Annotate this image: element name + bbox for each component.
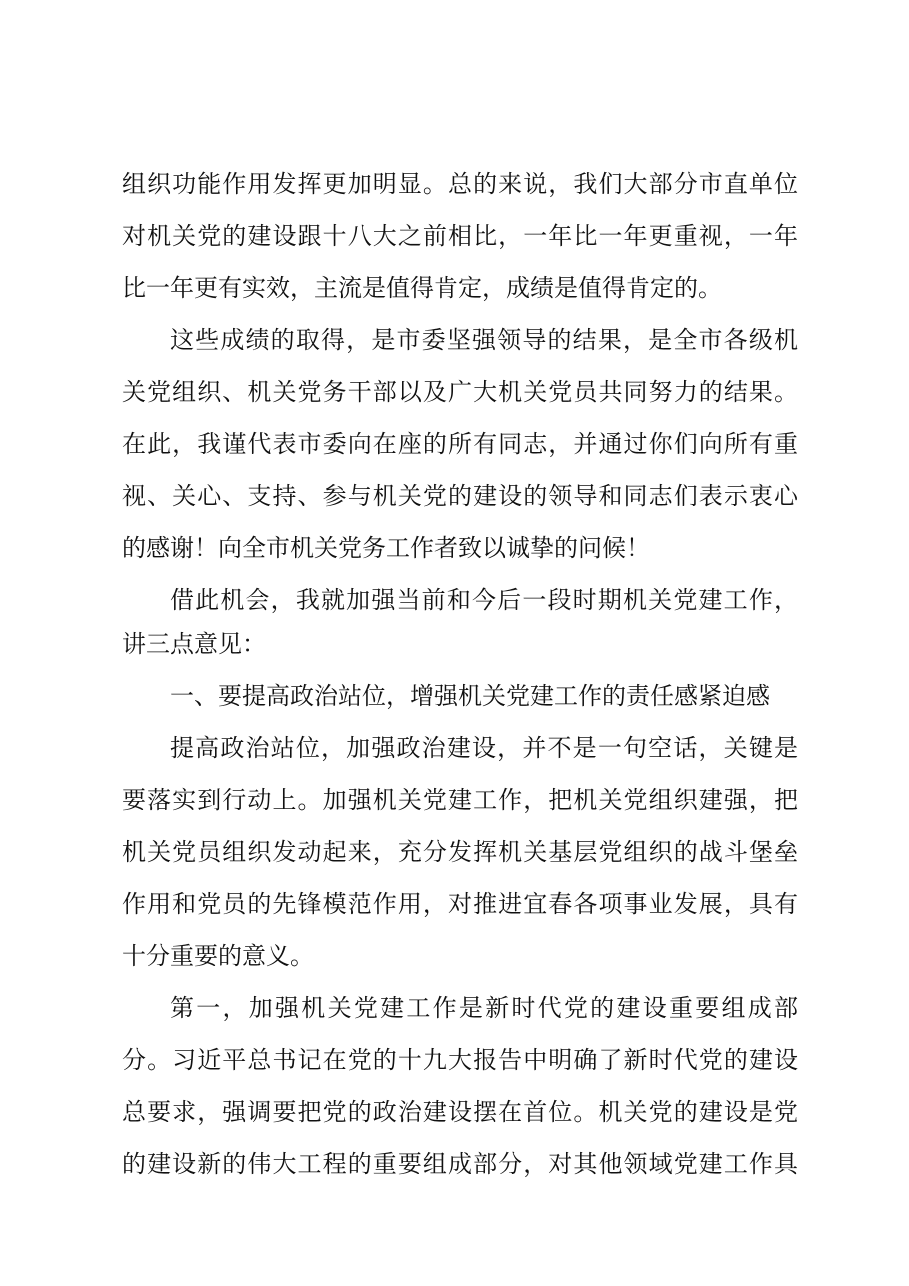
text-line: 十分重要的意义。 [122, 942, 314, 970]
text-line: 比一年更有实效，主流是值得肯定，成绩是值得肯定的。 [122, 274, 722, 302]
text-line: 视、关心、支持、参与机关党的建设的领导和同志们表示衷心 [122, 482, 798, 510]
text-line: 作用和党员的先锋模范作用，对推进宜春各项事业发展，具有 [122, 890, 798, 918]
text-line: 借此机会，我就加强当前和今后一段时期机关党建工作， [170, 586, 798, 614]
text-line: 组织功能作用发挥更加明显。总的来说，我们大部分市直单位 [122, 170, 798, 198]
text-line: 讲三点意见： [122, 630, 266, 658]
text-line: 提高政治站位，加强政治建设，并不是一句空话，关键是 [170, 734, 798, 762]
text-line: 这些成绩的取得，是市委坚强领导的结果，是全市各级机 [170, 326, 798, 354]
text-line: 在此，我谨代表市委向在座的所有同志，并通过你们向所有重 [122, 430, 798, 458]
text-line: 机关党员组织发动起来，充分发挥机关基层党组织的战斗堡垒 [122, 838, 798, 866]
text-line: 要落实到行动上。加强机关党建工作，把机关党组织建强，把 [122, 786, 798, 814]
text-line: 分。习近平总书记在党的十九大报告中明确了新时代党的建设 [122, 1046, 798, 1074]
text-line: 总要求，强调要把党的政治建设摆在首位。机关党的建设是党 [122, 1098, 798, 1126]
section-heading: 一、要提高政治站位，增强机关党建工作的责任感紧迫感 [170, 682, 770, 710]
text-line: 关党组织、机关党务干部以及广大机关党员共同努力的结果。 [122, 378, 798, 406]
text-line: 的感谢！向全市机关党务工作者致以诚挚的问候！ [122, 534, 650, 562]
text-line: 第一，加强机关党建工作是新时代党的建设重要组成部 [170, 994, 798, 1022]
text-line: 对机关党的建设跟十八大之前相比，一年比一年更重视，一年 [122, 222, 798, 250]
text-line: 的建设新的伟大工程的重要组成部分，对其他领域党建工作具 [122, 1150, 798, 1178]
